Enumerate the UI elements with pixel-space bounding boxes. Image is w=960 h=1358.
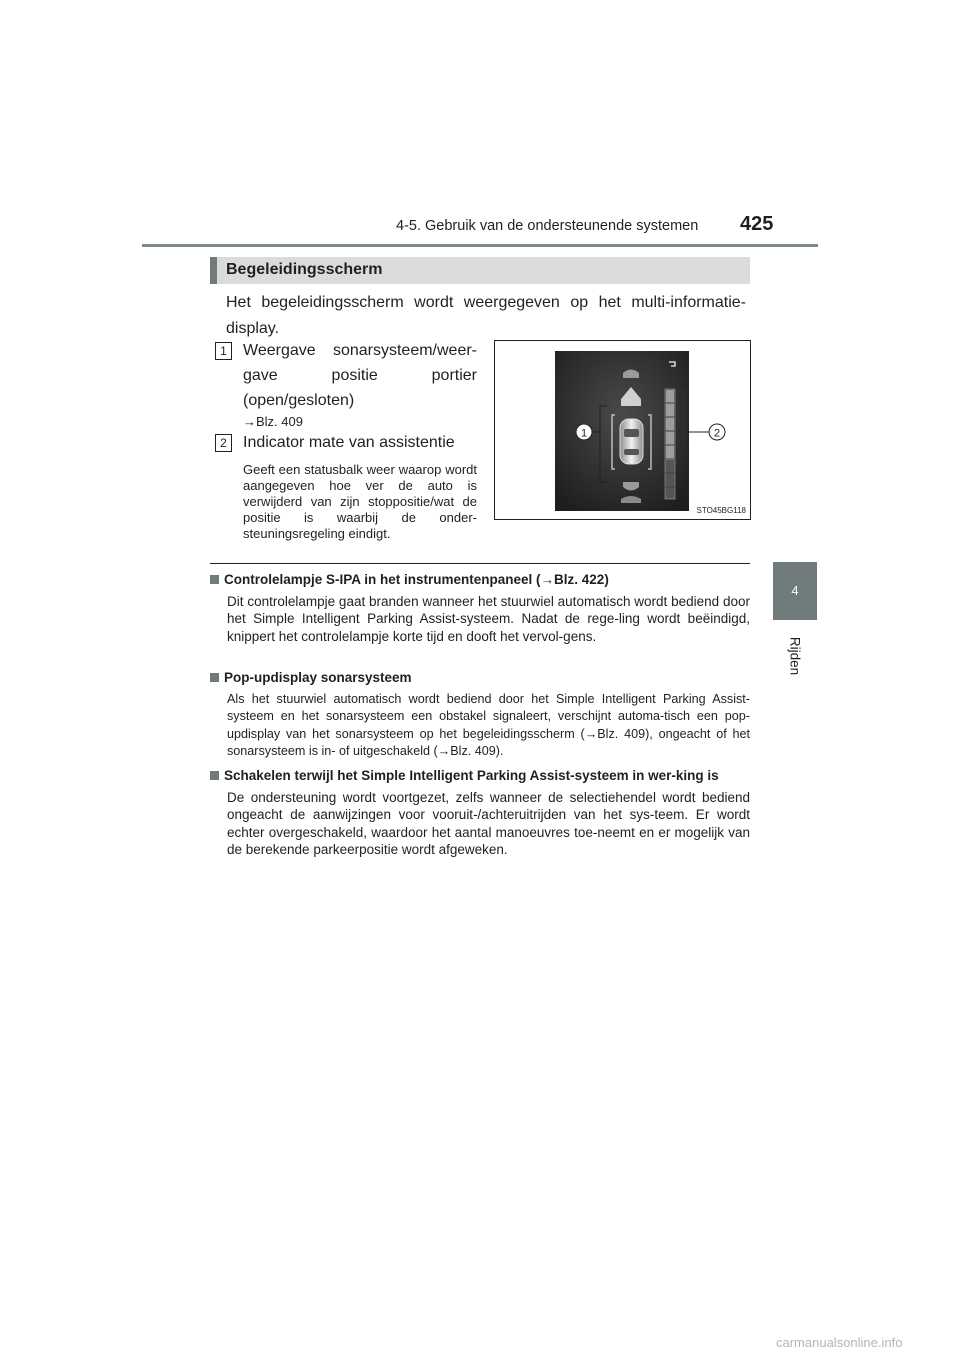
- note-3: [210, 767, 750, 858]
- note-2: [210, 669, 750, 760]
- section-heading-accent: [210, 257, 217, 284]
- item-1-title: Weergave sonarsysteem/weer-gave positie portier (open/gesloten): [243, 342, 477, 409]
- car-icon: [620, 419, 643, 464]
- note-2-body: Als het stuurwiel automatisch wordt bediend door het Simple Intelligent Parking Assist-systeem en het sonarsysteem een obstakel signaleert, verschijnt automa-tisch een pop-updisplay van het sonarsysteem op het begeleidingsscherm (→Blz. 409), ongeacht of het sonarsysteem is in- of uitgeschakeld (→Blz. 409).: [227, 692, 750, 758]
- section-intro: Het begeleidingsscherm wordt weergegeven op het multi-informatie-display.: [226, 294, 746, 337]
- note-1-body: Dit controlelampje gaat branden wanneer het stuurwiel automatisch wordt bediend door het Simple Intelligent Parking Assist-systeem. Nadat de rege-ling wordt beëindigd, knippert het controlelampje korte tijd en dooft het vervol-gens.: [227, 594, 750, 644]
- item-2-description: Geeft een statusbalk weer waarop wordt aangegeven hoe ver de auto is verwijderd van zijn stoppositie/wat de positie is waarbij de onder-steuningsregeling eindigt.: [243, 462, 477, 541]
- chapter-number: 4: [791, 583, 799, 598]
- note-bullet-icon: [210, 575, 219, 584]
- figure-code: STO45BG118: [696, 506, 746, 515]
- arrow-base: [621, 399, 641, 406]
- item-2-title: Indicator mate van assistentie: [243, 434, 455, 451]
- note-1: [210, 571, 750, 645]
- item-1-number: 1: [215, 342, 232, 360]
- note-3-body: De ondersteuning wordt voortgezet, zelfs wanneer de selectiehendel wordt bediend ongeacht de aanwijzingen voor vooruit-/achteruitrijden van het sys-teem. Er wordt echter overgeschakeld, waardoor het aantal manoeuvres toe-neemt en er mogelijk van de berekende parkeerpositie wordt afgeweken.: [227, 790, 750, 857]
- section-title: Begeleidingsscherm: [226, 261, 383, 278]
- page-number: 425: [740, 213, 774, 235]
- note-3-title: Schakelen terwijl het Simple Intelligent Parking Assist-systeem in wer-king is: [224, 768, 719, 783]
- watermark: carmanualsonline.info: [776, 1335, 903, 1350]
- car-rear-window: [624, 449, 639, 455]
- car-windshield: [624, 429, 639, 437]
- note-2-title: Pop-updisplay sonarsysteem: [224, 670, 412, 685]
- guidance-screen-illustration: [495, 341, 750, 519]
- header-rule: [142, 244, 818, 247]
- chapter-tab: [773, 562, 817, 620]
- chapter-label: Rijden: [787, 636, 803, 676]
- note-bullet-icon: [210, 673, 219, 682]
- chapter-label-box: [774, 626, 816, 686]
- note-1-title: Controlelampje S-IPA in het instrumentenpaneel (→Blz. 422): [224, 572, 609, 587]
- callout-2-label: 2: [713, 427, 721, 440]
- section-heading-bar: [210, 257, 750, 284]
- callout-1-label: 1: [580, 427, 588, 440]
- item-2-number: 2: [215, 434, 232, 452]
- note-bullet-icon: [210, 771, 219, 780]
- guidance-screen-figure: [494, 340, 751, 520]
- running-header: 4-5. Gebruik van de ondersteunende systemen: [396, 218, 699, 234]
- section-divider: [210, 563, 750, 564]
- item-1-reference: →Blz. 409: [243, 414, 303, 429]
- assist-indicator-fill: [666, 390, 674, 460]
